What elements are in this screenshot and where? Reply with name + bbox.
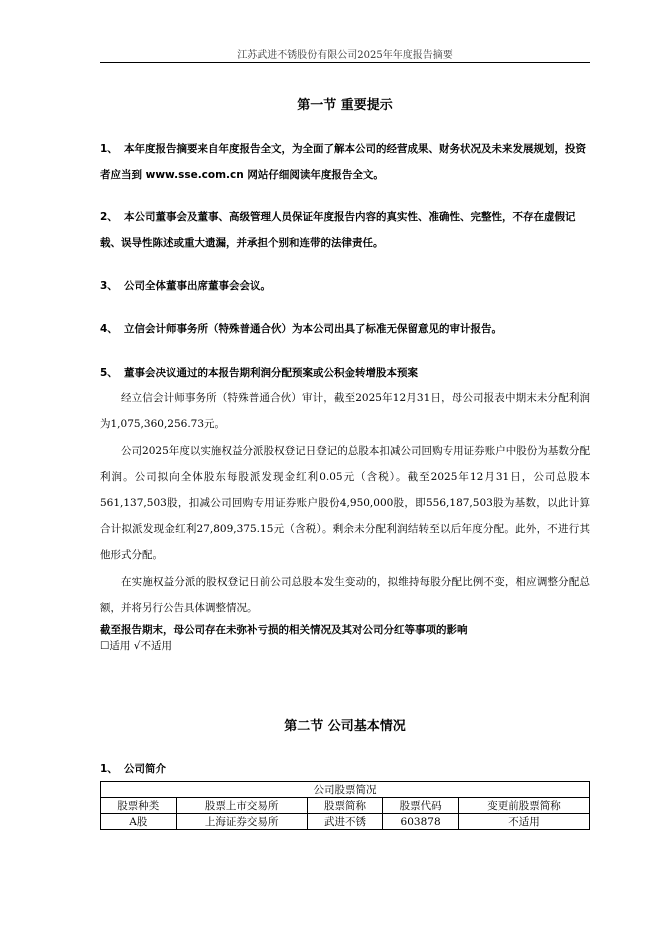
item-1-number: 1、: [100, 143, 118, 155]
running-header: 江苏武进不锈股份有限公司2025年年度报告摘要: [237, 50, 453, 61]
item-1: [100, 136, 590, 188]
table-cell: A股: [101, 814, 177, 830]
item-5-number: 5、: [100, 367, 118, 379]
item-5-text: 董事会决议通过的本报告期利润分配预案或公积金转增股本预案: [124, 367, 418, 379]
table-caption-row: [101, 782, 590, 798]
item-4-text: 立信会计师事务所（特殊普通合伙）为本公司出具了标准无保留意见的审计报告。: [124, 323, 502, 335]
item-3-text: 公司全体董事出席董事会会议。: [124, 280, 271, 292]
item-3: [100, 273, 590, 299]
dividend-paragraph: 公司2025年度以实施权益分派股权登记日登记的总股本扣减公司回购专用证券账户中股份为基数分配利润。公司拟向全体股东每股派发现金红利0.05元（含税）。截至2025年12月31日，公司总股本561,137,503股，扣减公司回购专用证券账户股份4,950,000股，即556,187,503股为基数，以此计算合计拟派发现金红利27,809,375.15元（含税）。剩余未分配利润结转至以后年度分配。此外，不进行其他形式分配。: [100, 445, 590, 561]
table-cell: 不适用: [458, 814, 589, 830]
header-rule: [100, 62, 590, 63]
table-header: 变更前股票简称: [458, 798, 589, 814]
section1-title: 第一节 重要提示: [297, 98, 393, 113]
section2-item-1-text: 公司简介: [124, 763, 166, 775]
item-4: [100, 316, 590, 342]
section2-title: 第二节 公司基本情况: [284, 719, 406, 734]
table-cell: 上海证券交易所: [176, 814, 307, 830]
table-header: 股票代码: [383, 798, 459, 814]
section2-item-1-number: 1、: [100, 763, 118, 775]
table-cell: 武进不锈: [307, 814, 383, 830]
section2-item-1: [100, 756, 590, 782]
item-3-number: 3、: [100, 280, 118, 292]
table-header: 股票简称: [307, 798, 383, 814]
loss-options: ☐适用 √不适用: [100, 640, 172, 652]
table-header: 股票种类: [101, 798, 177, 814]
adjustment-paragraph: 在实施权益分派的股权登记日前公司总股本发生变动的，拟维持每股分配比例不变，相应调整分配总额，并将另行公告具体调整情况。: [100, 576, 590, 614]
item-4-number: 4、: [100, 323, 118, 335]
table-caption: 公司股票简况: [101, 782, 590, 798]
stock-table: [100, 781, 590, 830]
item-5: [100, 360, 590, 386]
item-1-text: 本年度报告摘要来自年度报告全文，为全面了解本公司的经营成果、财务状况及未来发展规划，投资者应当到 www.sse.com.cn 网站仔细阅读年度报告全文。: [100, 143, 586, 181]
loss-title: 截至报告期末，母公司存在未弥补亏损的相关情况及其对公司分红等事项的影响: [100, 624, 468, 636]
table-header: 股票上市交易所: [176, 798, 307, 814]
audit-paragraph: 经立信会计师事务所（特殊普通合伙）审计，截至2025年12月31日，母公司报表中期末未分配利润为1,075,360,256.73元。: [100, 392, 590, 430]
table-header-row: [101, 798, 590, 814]
item-2-number: 2、: [100, 211, 118, 223]
table-row: [101, 814, 590, 830]
item-2-text: 本公司董事会及董事、高级管理人员保证年度报告内容的真实性、准确性、完整性，不存在虚假记载、误导性陈述或重大遗漏，并承担个别和连带的法律责任。: [100, 211, 576, 249]
item-2: [100, 204, 590, 256]
table-cell: 603878: [383, 814, 459, 830]
